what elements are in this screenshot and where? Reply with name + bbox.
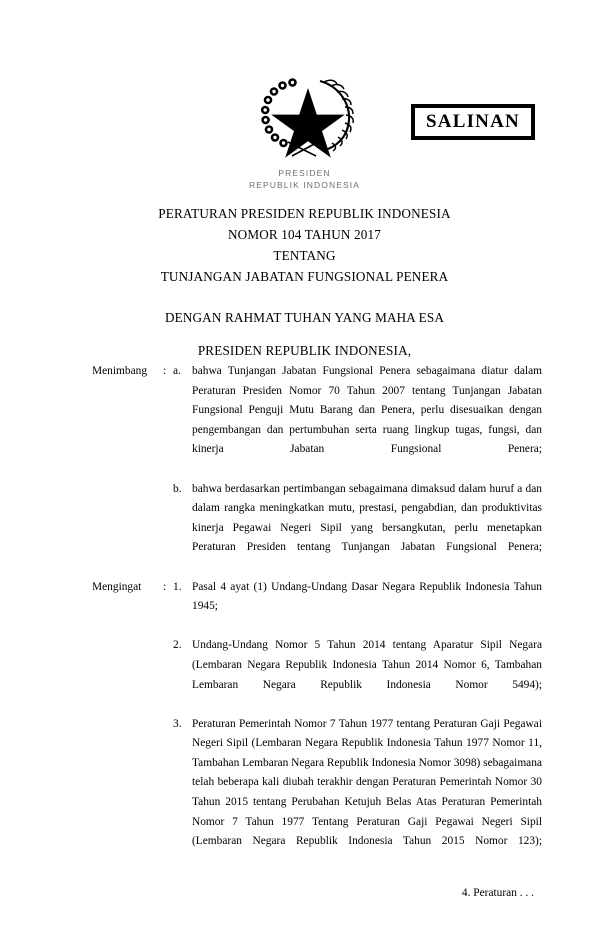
item-text: bahwa Tunjangan Jabatan Fungsional Penera sebagaimana diatur dalam Peraturan Presiden Nomor 70 Tahun 2007 tentang Tunjangan Jabatan Fungsional Penguji Mutu Barang dan Penera, perlu disesuaikan dengan pengembangan dan pertumbuhan serta ruang lingkup tugas, fungsi, dan kinerja Jabatan Fungsional Penera; <box>192 365 542 456</box>
list-item <box>173 636 542 714</box>
list-item <box>173 715 542 872</box>
page-continuation-marker: 4. Peraturan . . . <box>461 887 534 899</box>
list-item <box>173 362 542 480</box>
item-marker: 1. <box>173 580 182 593</box>
clause-colon-menimbang: : <box>163 365 167 377</box>
document-body <box>92 362 542 871</box>
item-marker: 2. <box>173 639 182 652</box>
title-line-subject: TUNJANGAN JABATAN FUNGSIONAL PENERA <box>160 269 449 284</box>
clause-colon-mengingat: : <box>163 580 167 593</box>
clause-mengingat <box>92 578 542 872</box>
salinan-stamp-label: SALINAN <box>426 111 520 132</box>
decree-preamble <box>0 301 609 367</box>
item-marker: b. <box>173 482 182 495</box>
item-marker: a. <box>173 365 181 377</box>
item-text: Peraturan Pemerintah Nomor 7 Tahun 1977 tentang Peraturan Gaji Pegawai Negeri Sipil (Lembaran Negara Republik Indonesia Tahun 1977 Nomor 11, Tambahan Lembaran Negara Republik Indonesia Nomor 3098) sebagaimana telah beberapa kali diubah terakhir dengan Peraturan Pemerintah Nomor 30 Tahun 2015 tentang Perubahan Ketujuh Belas Atas Peraturan Pemerintah Nomor 7 Tahun 1977 Tentang Peraturan Gaji Pegawai Negeri Sipil (Lembaran Negara Republik Indonesia Tahun 2015 Nomor 123); <box>192 717 542 848</box>
clause-label-mengingat: Mengingat <box>92 580 142 593</box>
clause-menimbang <box>92 362 542 578</box>
title-line-tentang: TENTANG <box>273 248 336 263</box>
item-text: Pasal 4 ayat (1) Undang-Undang Dasar Negara Republik Indonesia Tahun 1945; <box>192 580 542 613</box>
list-item <box>173 480 542 578</box>
emblem-caption-line-1: PRESIDEN <box>278 168 331 178</box>
emblem-caption <box>0 167 609 191</box>
clause-items-menimbang <box>173 362 542 578</box>
document-title-block <box>0 203 609 287</box>
item-text: Undang-Undang Nomor 5 Tahun 2014 tentang Aparatur Sipil Negara (Lembaran Negara Republik Indonesia Tahun 2014 Nomor 6, Tambahan Lembaran Negara Republik Indonesia Nomor 5494); <box>192 639 542 691</box>
decree-line-president: PRESIDEN REPUBLIK INDONESIA, <box>197 343 412 358</box>
emblem-caption-line-2: REPUBLIK INDONESIA <box>249 180 360 190</box>
clause-items-mengingat <box>173 578 542 872</box>
indonesian-presidential-seal-icon <box>258 76 358 160</box>
salinan-stamp-inner-border <box>414 107 532 137</box>
decree-line-blessing: DENGAN RAHMAT TUHAN YANG MAHA ESA <box>164 310 445 325</box>
item-text: bahwa berdasarkan pertimbangan sebagaimana dimaksud dalam huruf a dan dalam rangka meningkatkan mutu, prestasi, pengabdian, dan produktivitas kinerja Pegawai Negeri Sipil yang bersangkutan, perlu menetapkan Peraturan Presiden tentang Tunjangan Jabatan Fungsional Penera; <box>192 482 542 554</box>
title-line-number: NOMOR 104 TAHUN 2017 <box>228 227 381 242</box>
salinan-stamp <box>411 104 535 140</box>
item-marker: 3. <box>173 717 182 730</box>
title-line-regulation: PERATURAN PRESIDEN REPUBLIK INDONESIA <box>158 206 451 221</box>
clause-label-menimbang: Menimbang <box>92 365 148 377</box>
list-item <box>173 578 542 637</box>
